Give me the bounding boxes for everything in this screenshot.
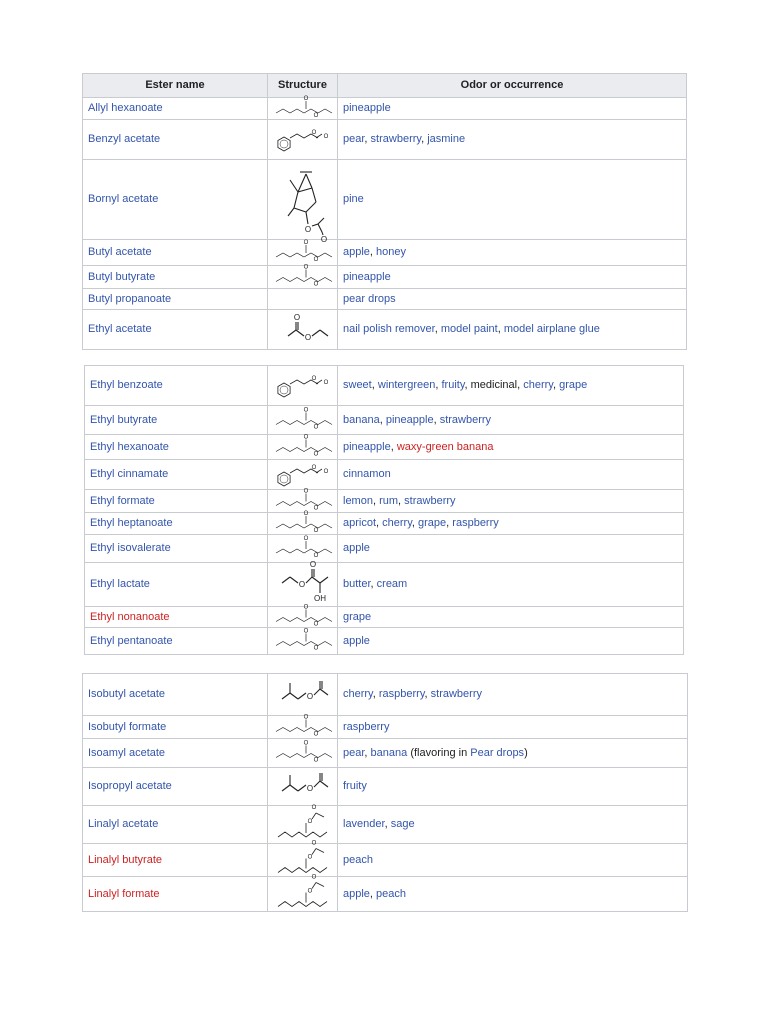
oxygen-atom-label: O: [303, 434, 308, 440]
skeletal-formula-icon[interactable]: [270, 95, 336, 119]
ester-name-cell: [83, 806, 268, 844]
structure-cell: [268, 310, 338, 350]
odor-cell: [338, 563, 684, 607]
table-row: [83, 674, 688, 716]
table-row: [83, 877, 688, 912]
structure-cell: [268, 266, 338, 289]
structure-cell: [268, 435, 338, 460]
table-row: [83, 716, 688, 739]
ester-name-link[interactable]: Butyl acetate: [88, 246, 152, 258]
ester-name-link[interactable]: Isoamyl acetate: [88, 746, 166, 759]
odor-link[interactable]: peach: [376, 887, 407, 900]
oxygen-atom-label: O: [303, 95, 308, 102]
oxygen-atom-label: O: [313, 645, 318, 651]
oxygen-atom-label: O: [323, 379, 328, 386]
odor-cell: [338, 716, 688, 739]
structure-cell: [268, 535, 338, 563]
skeletal-formula-icon[interactable]: [270, 604, 336, 627]
odor-text: ,: [411, 517, 419, 529]
oxygen-atom-label: O: [303, 535, 308, 542]
table-row: [83, 266, 687, 289]
skeletal-formula-icon[interactable]: [270, 675, 336, 715]
oxygen-atom-label: O: [323, 133, 328, 140]
ester-name-cell: [85, 563, 268, 607]
structure-cell: [268, 806, 338, 844]
odor-text: ,: [372, 494, 380, 507]
odor-cell: [338, 768, 688, 806]
ester-name-cell: [83, 98, 268, 120]
table-row: [85, 513, 684, 535]
oxygen-atom-label: O: [304, 224, 311, 234]
structure-cell: [268, 95, 338, 120]
oxygen-atom-label: O: [313, 552, 318, 559]
oxygen-atom-label: O: [306, 691, 313, 701]
skeletal-formula-icon[interactable]: [270, 367, 336, 405]
odor-link[interactable]: apple: [343, 542, 370, 554]
ester-name-cell: [85, 535, 268, 563]
skeletal-formula-icon[interactable]: [270, 407, 336, 434]
skeletal-formula-icon[interactable]: [270, 161, 336, 244]
odor-link[interactable]: waxy-green banana: [396, 440, 494, 453]
structure-cell: [268, 406, 338, 435]
odor-cell: [338, 289, 687, 310]
odor-link[interactable]: honey: [376, 246, 407, 258]
odor-text: ,: [446, 517, 453, 529]
odor-link[interactable]: fruity: [343, 780, 367, 792]
odor-link[interactable]: peach: [343, 853, 373, 866]
header-odor: Odor or occurrence: [338, 74, 687, 98]
ester-table-segment-3: [82, 673, 688, 912]
skeletal-formula-icon[interactable]: [270, 241, 336, 265]
ester-name-cell: [83, 120, 268, 160]
odor-link[interactable]: lavender: [343, 818, 385, 830]
odor-link[interactable]: grape: [418, 517, 447, 529]
ester-name-link[interactable]: Isobutyl acetate: [88, 688, 166, 700]
skeletal-formula-icon[interactable]: [270, 874, 336, 911]
structure-cell: [268, 240, 338, 266]
ester-name-cell: [83, 310, 268, 350]
ester-name-cell: [85, 607, 268, 628]
table-row: [83, 289, 687, 310]
table-row: [83, 98, 687, 120]
oxygen-atom-label: O: [311, 840, 316, 846]
ester-name-cell: [83, 877, 268, 912]
table-row: [85, 490, 684, 513]
ester-name-link[interactable]: Linalyl formate: [88, 887, 160, 900]
odor-link[interactable]: cherry: [343, 688, 373, 700]
odor-cell: [338, 877, 688, 912]
oxygen-atom-label: O: [313, 731, 318, 737]
structure-cell: [268, 768, 338, 806]
odor-link[interactable]: jasmine: [427, 133, 466, 145]
odor-link[interactable]: lemon: [343, 494, 373, 507]
ester-name-link[interactable]: Bornyl acetate: [88, 193, 159, 205]
odor-link[interactable]: cinnamon: [343, 468, 391, 480]
odor-cell: [338, 366, 684, 406]
oxygen-atom-label: O: [313, 527, 318, 534]
ester-name-link[interactable]: Ethyl lactate: [90, 578, 150, 590]
oxygen-atom-label: O: [307, 888, 312, 894]
oxygen-atom-label: O: [313, 256, 318, 263]
odor-text: ,: [390, 440, 397, 453]
table-row: [83, 240, 687, 266]
ester-name-cell: [85, 406, 268, 435]
odor-link[interactable]: sweet: [343, 379, 372, 391]
odor-text: ,: [364, 133, 371, 145]
structure-cell: [268, 874, 338, 912]
oxygen-atom-label: O: [313, 424, 318, 430]
table-row: [83, 806, 688, 844]
odor-cell: [338, 98, 687, 120]
odor-text: ,: [376, 517, 383, 529]
table-row: [85, 406, 684, 435]
table-row: [83, 739, 688, 768]
odor-text: ,: [372, 688, 379, 700]
odor-link[interactable]: nail polish remover: [343, 323, 435, 335]
oxygen-atom-label: O: [303, 714, 308, 720]
odor-link[interactable]: pineapple: [343, 102, 391, 114]
oxygen-atom-label: O: [313, 451, 318, 457]
odor-link[interactable]: cherry: [523, 379, 553, 391]
odor-text: ,: [464, 379, 471, 391]
table-row: [83, 120, 687, 160]
skeletal-formula-icon[interactable]: [270, 629, 336, 654]
odor-link[interactable]: rum: [379, 494, 399, 507]
odor-cell: [338, 674, 688, 716]
ester-name-link[interactable]: Butyl butyrate: [88, 270, 156, 283]
odor-text: ,: [398, 494, 405, 507]
odor-link[interactable]: sage: [390, 818, 415, 830]
oxygen-atom-label: O: [311, 874, 316, 880]
odor-link[interactable]: grape: [559, 379, 588, 391]
odor-text: ,: [433, 413, 440, 426]
odor-text: medicinal: [470, 379, 518, 391]
odor-link[interactable]: model airplane glue: [503, 323, 600, 335]
oxygen-atom-label: O: [311, 129, 316, 136]
odor-text: ,: [517, 379, 524, 391]
odor-cell: [338, 607, 684, 628]
odor-text: ,: [424, 688, 431, 700]
ester-name-cell: [83, 844, 268, 877]
skeletal-formula-icon[interactable]: [270, 536, 336, 562]
odor-link[interactable]: apple: [343, 246, 370, 258]
oxygen-atom-label: O: [307, 854, 312, 860]
ester-name-cell: [83, 240, 268, 266]
ester-name-link[interactable]: Ethyl formate: [90, 494, 155, 507]
odor-link[interactable]: strawberry: [439, 413, 492, 426]
odor-text: ,: [384, 818, 391, 830]
ester-name-cell: [83, 768, 268, 806]
structure-cell: [268, 674, 338, 716]
ester-name-link[interactable]: Ethyl cinnamate: [90, 468, 169, 480]
structure-cell: [268, 289, 338, 310]
oxygen-atom-label: O: [311, 804, 316, 811]
ester-table-segment-1: [82, 73, 687, 350]
skeletal-formula-icon[interactable]: [270, 488, 336, 512]
table-row: [85, 628, 684, 655]
oxygen-atom-label: O: [311, 464, 316, 471]
odor-cell: [338, 160, 687, 240]
odor-cell: [338, 739, 688, 768]
skeletal-formula-icon[interactable]: [270, 311, 336, 349]
odor-text: ,: [371, 379, 378, 391]
odor-cell: [338, 240, 687, 266]
oxygen-atom-label: O: [303, 488, 308, 494]
skeletal-formula-icon[interactable]: [270, 559, 336, 606]
odor-text: ,: [369, 246, 377, 258]
oxygen-atom-label: O: [293, 312, 300, 322]
odor-link[interactable]: pear: [343, 133, 365, 145]
ester-name-link[interactable]: Ethyl isovalerate: [90, 542, 171, 554]
ester-name-link[interactable]: Isobutyl formate: [88, 720, 167, 733]
odor-link[interactable]: pear drops: [343, 292, 396, 305]
odor-text: ,: [435, 379, 442, 391]
ester-name-link[interactable]: Ethyl butyrate: [90, 413, 158, 426]
ester-name-link[interactable]: Isopropyl acetate: [88, 780, 172, 792]
ester-name-link[interactable]: Ethyl heptanoate: [90, 517, 173, 529]
odor-link[interactable]: pineapple: [343, 440, 391, 453]
structure-cell: [268, 559, 338, 607]
oxygen-atom-label: O: [298, 579, 305, 589]
odor-link[interactable]: wintergreen: [377, 379, 436, 391]
structure-cell: [268, 840, 338, 877]
ester-name-cell: [85, 435, 268, 460]
oxygen-atom-label: O: [303, 239, 308, 246]
oxygen-atom-label: O: [323, 468, 328, 475]
odor-text: ): [524, 746, 528, 759]
structure-cell: [268, 366, 338, 406]
odor-cell: [338, 406, 684, 435]
skeletal-formula-icon[interactable]: [270, 840, 336, 876]
ester-name-cell: [83, 674, 268, 716]
ester-name-cell: [83, 266, 268, 289]
table-row: [83, 768, 688, 806]
header-structure: Structure: [268, 74, 338, 98]
odor-cell: [338, 435, 684, 460]
odor-text: (flavoring in: [407, 746, 471, 759]
ester-name-link[interactable]: Ethyl hexanoate: [90, 440, 169, 453]
oxygen-atom-label: O: [311, 375, 316, 382]
oxygen-atom-label: O: [306, 783, 313, 793]
odor-text: ,: [369, 887, 377, 900]
odor-text: ,: [421, 133, 428, 145]
oxygen-atom-label: O: [313, 757, 318, 763]
odor-cell: [338, 535, 684, 563]
oxygen-atom-label: O: [313, 505, 318, 511]
odor-cell: [338, 310, 687, 350]
odor-link[interactable]: apple: [343, 887, 370, 900]
odor-link[interactable]: pineapple: [343, 270, 391, 283]
odor-cell: [338, 628, 684, 655]
skeletal-formula-icon[interactable]: [270, 510, 336, 534]
skeletal-formula-icon[interactable]: [270, 461, 336, 489]
table-row: [83, 310, 687, 350]
table-row: [85, 435, 684, 460]
odor-link[interactable]: banana: [343, 413, 380, 426]
odor-link[interactable]: strawberry: [370, 133, 422, 145]
oxygen-atom-label: O: [313, 112, 318, 119]
oxygen-atom-label: O: [303, 510, 308, 517]
ester-name-link[interactable]: Benzyl acetate: [88, 133, 161, 145]
oxygen-atom-label: O: [309, 559, 316, 569]
oxygen-atom-label: O: [303, 740, 308, 746]
odor-text: ,: [497, 323, 504, 335]
ester-name-cell: [83, 289, 268, 310]
odor-cell: [338, 806, 688, 844]
table-row: [85, 460, 684, 490]
odor-cell: [338, 460, 684, 490]
odor-cell: [338, 513, 684, 535]
skeletal-formula-icon[interactable]: [270, 264, 336, 288]
ester-name-cell: [85, 490, 268, 513]
structure-cell: [268, 628, 338, 655]
table-header-row: [83, 74, 687, 98]
odor-link[interactable]: strawberry: [430, 688, 482, 700]
hydroxyl-group-label: OH: [313, 593, 326, 603]
odor-link[interactable]: cherry: [382, 517, 412, 529]
odor-link[interactable]: butter: [343, 578, 371, 590]
odor-cell: [338, 844, 688, 877]
structure-cell: [268, 604, 338, 628]
ester-name-link[interactable]: Butyl propanoate: [88, 292, 172, 305]
odor-link[interactable]: apricot: [343, 517, 377, 529]
odor-link[interactable]: model paint: [440, 323, 498, 335]
ester-name-link[interactable]: Ethyl nonanoate: [90, 610, 170, 623]
oxygen-atom-label: O: [313, 281, 318, 287]
odor-link[interactable]: pineapple: [385, 413, 434, 426]
structure-cell: [268, 120, 338, 160]
odor-link[interactable]: banana: [370, 746, 408, 759]
oxygen-atom-label: O: [313, 621, 318, 627]
odor-text: ,: [364, 746, 371, 759]
skeletal-formula-icon[interactable]: [270, 740, 336, 767]
ester-name-link[interactable]: Linalyl butyrate: [88, 853, 162, 866]
odor-text: ,: [552, 379, 560, 391]
ester-name-cell: [85, 460, 268, 490]
oxygen-atom-label: O: [307, 818, 312, 825]
odor-link[interactable]: strawberry: [404, 494, 456, 507]
structure-cell: [268, 739, 338, 768]
ester-name-link[interactable]: Ethyl acetate: [88, 323, 152, 335]
ester-name-cell: [83, 716, 268, 739]
ester-name-link[interactable]: Linalyl acetate: [88, 818, 159, 830]
odor-link[interactable]: apple: [343, 634, 370, 647]
ester-name-link[interactable]: Allyl hexanoate: [88, 102, 163, 114]
odor-cell: [338, 490, 684, 513]
odor-link[interactable]: fruity: [441, 379, 465, 391]
ester-name-cell: [85, 366, 268, 406]
oxygen-atom-label: O: [320, 234, 327, 244]
structure-cell: [268, 510, 338, 535]
ester-name-cell: [83, 160, 268, 240]
table-row: [83, 160, 687, 240]
table-row: [85, 366, 684, 406]
ester-name-link[interactable]: Ethyl pentanoate: [90, 634, 173, 647]
odor-link[interactable]: Pear drops: [470, 746, 525, 759]
odor-link[interactable]: pine: [343, 193, 364, 205]
odor-link[interactable]: grape: [343, 610, 372, 623]
odor-link[interactable]: raspberry: [378, 688, 425, 700]
odor-link[interactable]: raspberry: [343, 720, 390, 733]
ester-name-cell: [85, 513, 268, 535]
odor-text: ,: [370, 578, 377, 590]
ester-table-segment-2: [84, 365, 684, 655]
table-row: [85, 563, 684, 607]
skeletal-formula-icon[interactable]: [270, 436, 336, 459]
oxygen-atom-label: O: [303, 628, 308, 634]
skeletal-formula-icon[interactable]: [270, 714, 336, 738]
oxygen-atom-label: O: [303, 407, 308, 413]
ester-name-cell: [85, 628, 268, 655]
ester-name-cell: [83, 739, 268, 768]
odor-link[interactable]: raspberry: [452, 517, 499, 529]
skeletal-formula-icon[interactable]: [270, 804, 336, 843]
structure-cell: [268, 160, 338, 244]
table-row: [85, 535, 684, 563]
structure-cell: [268, 490, 338, 513]
odor-text: ,: [379, 413, 386, 426]
odor-link[interactable]: cream: [376, 578, 408, 590]
odor-link[interactable]: pear: [343, 746, 365, 759]
ester-name-link[interactable]: Ethyl benzoate: [90, 379, 163, 391]
oxygen-atom-label: O: [303, 264, 308, 270]
odor-text: ,: [434, 323, 441, 335]
structure-cell: [268, 460, 338, 490]
oxygen-atom-label: O: [303, 604, 308, 610]
skeletal-formula-icon[interactable]: [270, 121, 336, 159]
header-ester-name: Ester name: [83, 74, 268, 98]
structure-cell: [268, 716, 338, 739]
odor-cell: [338, 266, 687, 289]
table-row: [83, 844, 688, 877]
odor-cell: [338, 120, 687, 160]
oxygen-atom-label: O: [304, 332, 311, 342]
table-row: [85, 607, 684, 628]
skeletal-formula-icon[interactable]: [270, 769, 336, 805]
